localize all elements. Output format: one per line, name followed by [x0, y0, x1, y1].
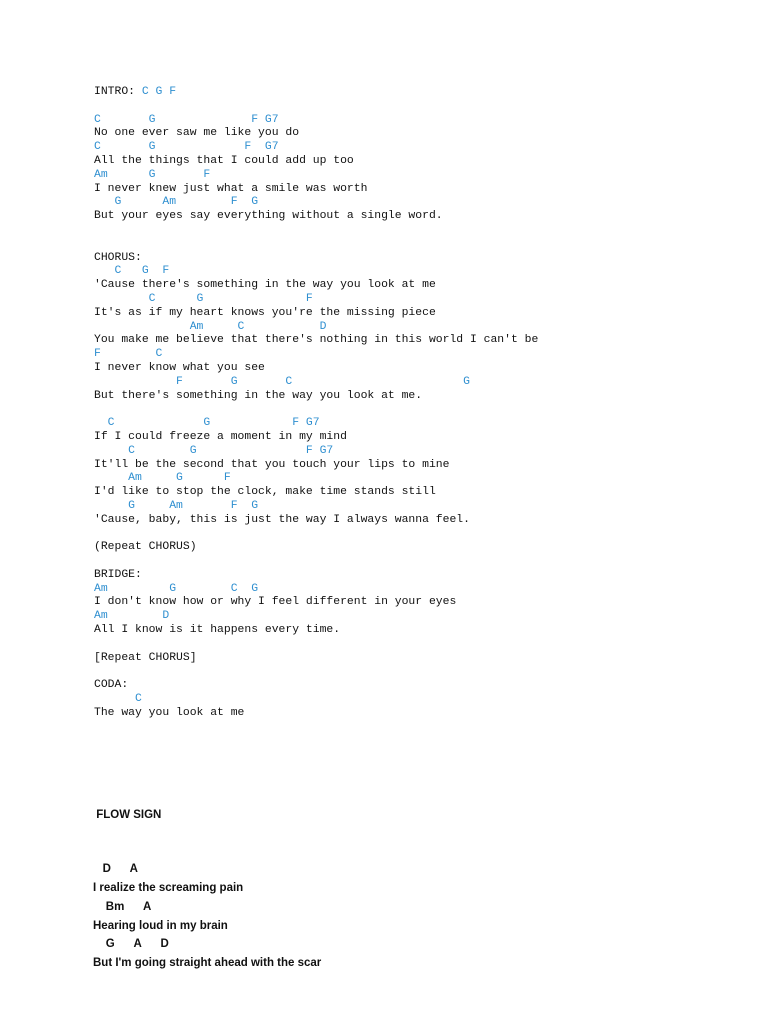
- blank-line: [94, 403, 538, 417]
- line-text: C G F: [94, 292, 313, 305]
- line-text: G Am F G: [94, 499, 259, 512]
- flow-sign-section: [93, 782, 321, 973]
- line-text: Am G C G: [94, 582, 259, 595]
- line-text: 'Cause there's something in the way you look at me: [94, 279, 436, 292]
- flow-lyric-line: Hearing loud in my brain: [93, 919, 228, 932]
- lyric-line: [94, 596, 538, 610]
- line-text: Am G F: [94, 168, 211, 181]
- chord-line: [94, 376, 538, 390]
- line-text: G Am F G: [94, 196, 259, 209]
- chord-line: [94, 293, 538, 307]
- chord-line: [94, 114, 538, 128]
- line-text: F C: [94, 348, 163, 361]
- chord-line: [94, 348, 538, 362]
- flow-chord-line: G A D: [93, 938, 169, 951]
- line-text: No one ever saw me like you do: [94, 127, 300, 140]
- blank-line: [94, 100, 538, 114]
- lyric-line: [94, 459, 538, 473]
- chord-line: [94, 265, 538, 279]
- chord-line: [94, 610, 538, 624]
- chord-line: [94, 500, 538, 514]
- lyric-line: [94, 86, 538, 100]
- song-chord-sheet: [94, 86, 538, 721]
- lyric-line: [94, 541, 538, 555]
- lyric-line: [94, 183, 538, 197]
- line-text: Am D: [94, 610, 170, 623]
- lyric-line: [94, 307, 538, 321]
- line-text: I don't know how or why I feel different in your eyes: [94, 596, 457, 609]
- line-text: C G F: [94, 265, 170, 278]
- blank-line: [94, 638, 538, 652]
- lyric-line: [94, 707, 538, 721]
- lyric-line: [94, 279, 538, 293]
- chord-line: [94, 196, 538, 210]
- line-text: BRIDGE:: [94, 568, 142, 581]
- chord-line: [94, 472, 538, 486]
- line-text: I'd like to stop the clock, make time stands still: [94, 486, 436, 499]
- flow-lyric-line: I realize the screaming pain: [93, 881, 244, 894]
- flow-chord-line: D A: [93, 862, 138, 875]
- chord-line: [94, 169, 538, 183]
- line-text: It'll be the second that you touch your lips to mine: [94, 458, 450, 471]
- flow-lyric-line: But I'm going straight ahead with the scar: [93, 957, 322, 970]
- intro-chords: C G F: [141, 86, 177, 98]
- lyric-line: [94, 569, 538, 583]
- flow-chord-line: Bm A: [93, 900, 152, 913]
- line-text: F G C G: [94, 375, 470, 388]
- lyric-line: [94, 679, 538, 693]
- blank-line: [94, 555, 538, 569]
- chord-line: [94, 445, 538, 459]
- lyric-line: [94, 390, 538, 404]
- line-text: CODA:: [94, 679, 129, 692]
- line-text: It's as if my heart knows you're the missing piece: [94, 306, 436, 319]
- line-text: 'Cause, baby, this is just the way I always wanna feel.: [94, 513, 470, 526]
- line-text: C: [94, 693, 142, 706]
- lyric-line: [94, 334, 538, 348]
- line-text: C G F G7: [94, 141, 279, 154]
- line-text: Am C D: [94, 320, 327, 333]
- line-text: Am G F: [94, 472, 231, 485]
- chord-line: [94, 693, 538, 707]
- line-text: I never knew just what a smile was worth: [94, 182, 368, 195]
- line-text: C G F G7: [94, 417, 320, 430]
- line-text: You make me believe that there's nothing in this world I can't be: [94, 334, 539, 347]
- line-text: [Repeat CHORUS]: [94, 651, 197, 664]
- line-text: All the things that I could add up too: [94, 154, 354, 167]
- line-text: But there's something in the way you look at me.: [94, 389, 423, 402]
- line-text: All I know is it happens every time.: [94, 624, 341, 637]
- line-text: C G F G7: [94, 444, 334, 457]
- chord-line: [94, 583, 538, 597]
- chord-line: [94, 141, 538, 155]
- lyric-line: [94, 362, 538, 376]
- line-text: I never know what you see: [94, 361, 265, 374]
- line-text: C G F G7: [94, 113, 279, 126]
- blank-line: [94, 665, 538, 679]
- lyric-line: [94, 252, 538, 266]
- chord-line: [94, 321, 538, 335]
- lyric-line: [94, 652, 538, 666]
- lyric-line: [94, 514, 538, 528]
- chord-line: [94, 417, 538, 431]
- line-text: The way you look at me: [94, 706, 245, 719]
- line-text: (Repeat CHORUS): [94, 541, 197, 554]
- blank-line: [94, 238, 538, 252]
- flow-sign-title: FLOW SIGN: [93, 809, 162, 821]
- lyric-line: [94, 210, 538, 224]
- line-text: INTRO:: [94, 86, 142, 98]
- line-text: If I could freeze a moment in my mind: [94, 430, 347, 443]
- blank-line: [94, 528, 538, 542]
- line-text: But your eyes say everything without a single word.: [94, 210, 443, 223]
- lyric-line: [94, 486, 538, 500]
- blank-line: [94, 224, 538, 238]
- line-text: CHORUS:: [94, 251, 142, 264]
- lyric-line: [94, 431, 538, 445]
- lyric-line: [94, 127, 538, 141]
- lyric-line: [94, 624, 538, 638]
- lyric-line: [94, 155, 538, 169]
